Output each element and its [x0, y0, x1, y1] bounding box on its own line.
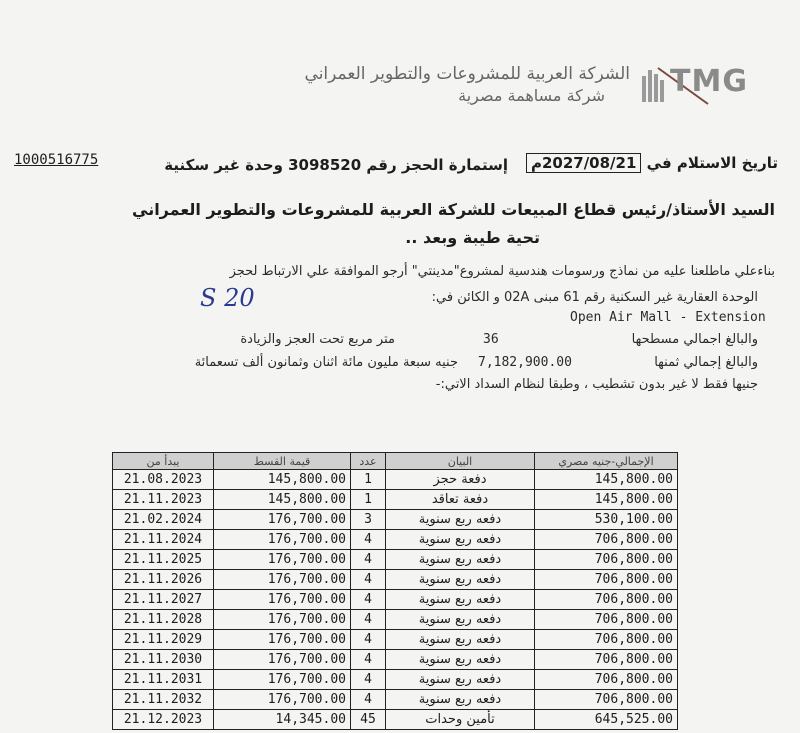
total-cell: 706,800.00 — [535, 650, 678, 670]
total-cell: 706,800.00 — [535, 630, 678, 650]
payment-schedule-table — [112, 452, 678, 730]
total-cell: 706,800.00 — [535, 590, 678, 610]
body-line-1: بناءعلي ماطلعنا عليه من نماذج ورسومات هندسية لمشروع"مدينتي" أرجو الموافقة علي الارتباط لحجز — [229, 264, 775, 279]
installment-value-cell: 14,345.00 — [214, 710, 351, 730]
installment-value-cell: 176,700.00 — [214, 570, 351, 590]
table-row — [113, 590, 678, 610]
statement-cell: دفعه ربع سنوية — [386, 630, 535, 650]
count-cell: 4 — [351, 690, 386, 710]
table-row — [113, 710, 678, 730]
installment-value-cell: 176,700.00 — [214, 510, 351, 530]
installment-value-cell: 145,800.00 — [214, 490, 351, 510]
start-date-cell: 21.11.2023 — [113, 490, 214, 510]
header-total: الإجمالي-جنيه مصري — [535, 453, 678, 470]
area-unit: متر مربع تحت العجز والزيادة — [240, 332, 395, 347]
statement-cell: دفعة تعاقد — [386, 490, 535, 510]
total-cell: 145,800.00 — [535, 490, 678, 510]
installment-value-cell: 176,700.00 — [214, 670, 351, 690]
installment-value-cell: 176,700.00 — [214, 550, 351, 570]
start-date-cell: 21.11.2027 — [113, 590, 214, 610]
table-row — [113, 490, 678, 510]
start-date-cell: 21.11.2030 — [113, 650, 214, 670]
statement-cell: دفعه ربع سنوية — [386, 530, 535, 550]
table-row — [113, 610, 678, 630]
statement-cell: دفعه ربع سنوية — [386, 650, 535, 670]
count-cell: 4 — [351, 670, 386, 690]
area-value: 36 — [483, 332, 499, 347]
table-row — [113, 530, 678, 550]
reference-number: 1000516775 — [14, 152, 99, 168]
count-cell: 4 — [351, 650, 386, 670]
start-date-cell: 21.11.2031 — [113, 670, 214, 690]
installment-value-cell: 176,700.00 — [214, 610, 351, 630]
area-label: والبالغ اجمالي مسطحها — [631, 332, 758, 347]
start-date-cell: 21.02.2024 — [113, 510, 214, 530]
statement-cell: دفعه ربع سنوية — [386, 550, 535, 570]
table-row — [113, 510, 678, 530]
handwritten-note: S 20 — [200, 284, 255, 312]
start-date-cell: 21.11.2026 — [113, 570, 214, 590]
company-name: الشركة العربية للمشروعات والتطوير العمراني — [304, 64, 630, 84]
installment-value-cell: 176,700.00 — [214, 650, 351, 670]
statement-cell: دفعة حجز — [386, 470, 535, 490]
start-date-cell: 21.11.2029 — [113, 630, 214, 650]
statement-cell: دفعه ربع سنوية — [386, 670, 535, 690]
total-cell: 706,800.00 — [535, 610, 678, 630]
company-type: شركة مساهمة مصرية — [458, 86, 605, 105]
statement-cell: تأمين وحدات — [386, 710, 535, 730]
start-date-cell: 21.08.2023 — [113, 470, 214, 490]
header-count: عدد — [351, 453, 386, 470]
count-cell: 4 — [351, 630, 386, 650]
start-date-cell: 21.11.2024 — [113, 530, 214, 550]
count-cell: 3 — [351, 510, 386, 530]
start-date-cell: 21.12.2023 — [113, 710, 214, 730]
statement-cell: دفعه ربع سنوية — [386, 510, 535, 530]
body-line-2: الوحدة العقارية غير السكنية رقم 61 مبنى 02A و الكائن في: — [431, 290, 758, 305]
start-date-cell: 21.11.2025 — [113, 550, 214, 570]
start-date-cell: 21.11.2032 — [113, 690, 214, 710]
logo-text: TMG — [670, 64, 748, 99]
installment-value-cell: 176,700.00 — [214, 590, 351, 610]
received-date-line — [526, 154, 778, 172]
table-row — [113, 630, 678, 650]
statement-cell: دفعه ربع سنوية — [386, 590, 535, 610]
statement-cell: دفعه ربع سنوية — [386, 610, 535, 630]
total-cell: 706,800.00 — [535, 570, 678, 590]
received-label: تاريخ الاستلام في — [646, 154, 778, 172]
total-cell: 706,800.00 — [535, 670, 678, 690]
total-cell: 645,525.00 — [535, 710, 678, 730]
count-cell: 45 — [351, 710, 386, 730]
price-value: 7,182,900.00 — [478, 355, 572, 370]
table-row — [113, 570, 678, 590]
total-cell: 706,800.00 — [535, 530, 678, 550]
count-cell: 4 — [351, 550, 386, 570]
statement-cell: دفعه ربع سنوية — [386, 570, 535, 590]
count-cell: 4 — [351, 570, 386, 590]
price-label: والبالغ إجمالي ثمنها — [654, 355, 758, 370]
installment-value-cell: 176,700.00 — [214, 690, 351, 710]
total-cell: 706,800.00 — [535, 550, 678, 570]
table-row — [113, 550, 678, 570]
count-cell: 4 — [351, 530, 386, 550]
table-row — [113, 470, 678, 490]
count-cell: 4 — [351, 610, 386, 630]
received-date: 2027/08/21م — [526, 153, 641, 173]
count-cell: 1 — [351, 470, 386, 490]
total-cell: 530,100.00 — [535, 510, 678, 530]
table-row — [113, 690, 678, 710]
count-cell: 1 — [351, 490, 386, 510]
table-row — [113, 670, 678, 690]
table-row — [113, 650, 678, 670]
table-header-row — [113, 453, 678, 470]
reservation-form-title: إستمارة الحجز رقم 3098520 وحدة غير سكنية — [164, 156, 508, 174]
installment-value-cell: 145,800.00 — [214, 470, 351, 490]
header-installment-value: قيمة القسط — [214, 453, 351, 470]
company-logo — [640, 62, 760, 106]
count-cell: 4 — [351, 590, 386, 610]
price-words: جنيه سبعة مليون مائة اثنان وثمانون ألف تسعمائة — [194, 355, 458, 370]
statement-cell: دفعه ربع سنوية — [386, 690, 535, 710]
header-statement: البيان — [386, 453, 535, 470]
installment-value-cell: 176,700.00 — [214, 630, 351, 650]
header-start-from: يبدأ من — [113, 453, 214, 470]
start-date-cell: 21.11.2028 — [113, 610, 214, 630]
unit-location: Open Air Mall - Extension — [570, 310, 766, 325]
body-line-last: جنيها فقط لا غير بدون تشطيب ، وطبقا لنظام السداد الاتي:- — [435, 377, 758, 392]
total-cell: 145,800.00 — [535, 470, 678, 490]
installment-value-cell: 176,700.00 — [214, 530, 351, 550]
addressee: السيد الأستاذ/رئيس قطاع المبيعات للشركة العربية للمشروعات والتطوير العمراني — [132, 200, 775, 219]
total-cell: 706,800.00 — [535, 690, 678, 710]
greeting: تحية طيبة وبعد .. — [405, 228, 540, 247]
